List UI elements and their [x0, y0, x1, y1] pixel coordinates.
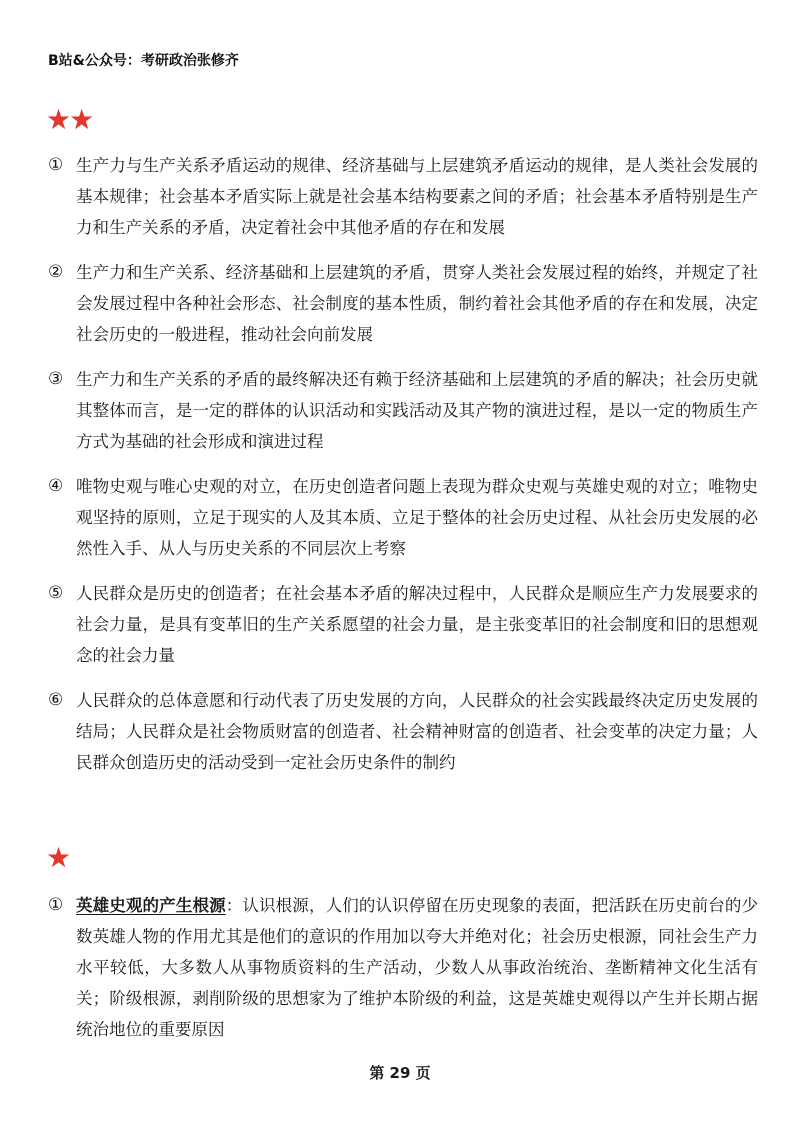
item-text: 生产力和生产关系、经济基础和上层建筑的矛盾，贯穿人类社会发展过程的始终，并规定了社会发展过程中各种社会形态、社会制度的基本性质，制约着社会其他矛盾的存在和发展，决定社会历史的一般进程，推动社会向前发展: [76, 263, 758, 344]
star-rating-one: ★: [46, 841, 70, 874]
item-term: 英雄史观的产生根源: [76, 896, 226, 915]
key-points-list-secondary: [48, 890, 758, 1059]
page-number: 第 29 页: [369, 1064, 431, 1082]
list-item: [48, 890, 758, 1045]
item-number: ①: [48, 895, 64, 915]
item-number: ④: [48, 476, 64, 496]
list-item: [48, 150, 758, 243]
star-rating-two: ★★: [46, 103, 93, 136]
item-text: 生产力和生产关系的矛盾的最终解决还有赖于经济基础和上层建筑的矛盾的解决；社会历史就其整体而言，是一定的群体的认识活动和实践活动及其产物的演进过程，是以一定的物质生产方式为基础的社会形成和演进过程: [76, 370, 758, 451]
list-item: [48, 578, 758, 671]
term-separator: ：: [225, 896, 243, 915]
list-item: [48, 685, 758, 778]
list-item: [48, 257, 758, 350]
item-text: 生产力与生产关系矛盾运动的规律、经济基础与上层建筑矛盾运动的规律，是人类社会发展的基本规律；社会基本矛盾实际上就是社会基本结构要素之间的矛盾；社会基本矛盾特别是生产力和生产关系的矛盾，决定着社会中其他矛盾的存在和发展: [76, 156, 758, 237]
item-text: 认识根源，人们的认识停留在历史现象的表面，把活跃在历史前台的少数英雄人物的作用尤其是他们的意识的作用加以夸大并绝对化；社会历史根源，同社会生产力水平较低，大多数人从事物质资料的生产活动，少数人从事政治统治、垄断精神文化生活有关；阶级根源，剥削阶级的思想家为了维护本阶级的利益，这是英雄史观得以产生并长期占据统治地位的重要原因: [76, 896, 759, 1039]
item-text: 人民群众是历史的创造者；在社会基本矛盾的解决过程中，人民群众是顺应生产力发展要求的社会力量，是具有变革旧的生产关系愿望的社会力量，是主张变革旧的社会制度和旧的思想观念的社会力量: [76, 584, 758, 665]
item-text: 唯物史观与唯心史观的对立，在历史创造者问题上表现为群众史观与英雄史观的对立；唯物史观坚持的原则，立足于现实的人及其本质、立足于整体的社会历史过程、从社会历史发展的必然性入手、从人与历史关系的不同层次上考察: [76, 477, 758, 558]
list-item: [48, 364, 758, 457]
list-item: [48, 471, 758, 564]
item-number: ⑥: [48, 690, 64, 710]
key-points-list: [48, 150, 758, 792]
item-number: ②: [48, 262, 64, 282]
page-header: B站&公众号：考研政治张修齐: [48, 53, 239, 69]
item-text: 人民群众的总体意愿和行动代表了历史发展的方向，人民群众的社会实践最终决定历史发展的结局；人民群众是社会物质财富的创造者、社会精神财富的创造者、社会变革的决定力量；人民群众创造历史的活动受到一定社会历史条件的制约: [76, 691, 758, 772]
item-number: ①: [48, 155, 64, 175]
item-number: ⑤: [48, 583, 64, 603]
item-number: ③: [48, 369, 64, 389]
